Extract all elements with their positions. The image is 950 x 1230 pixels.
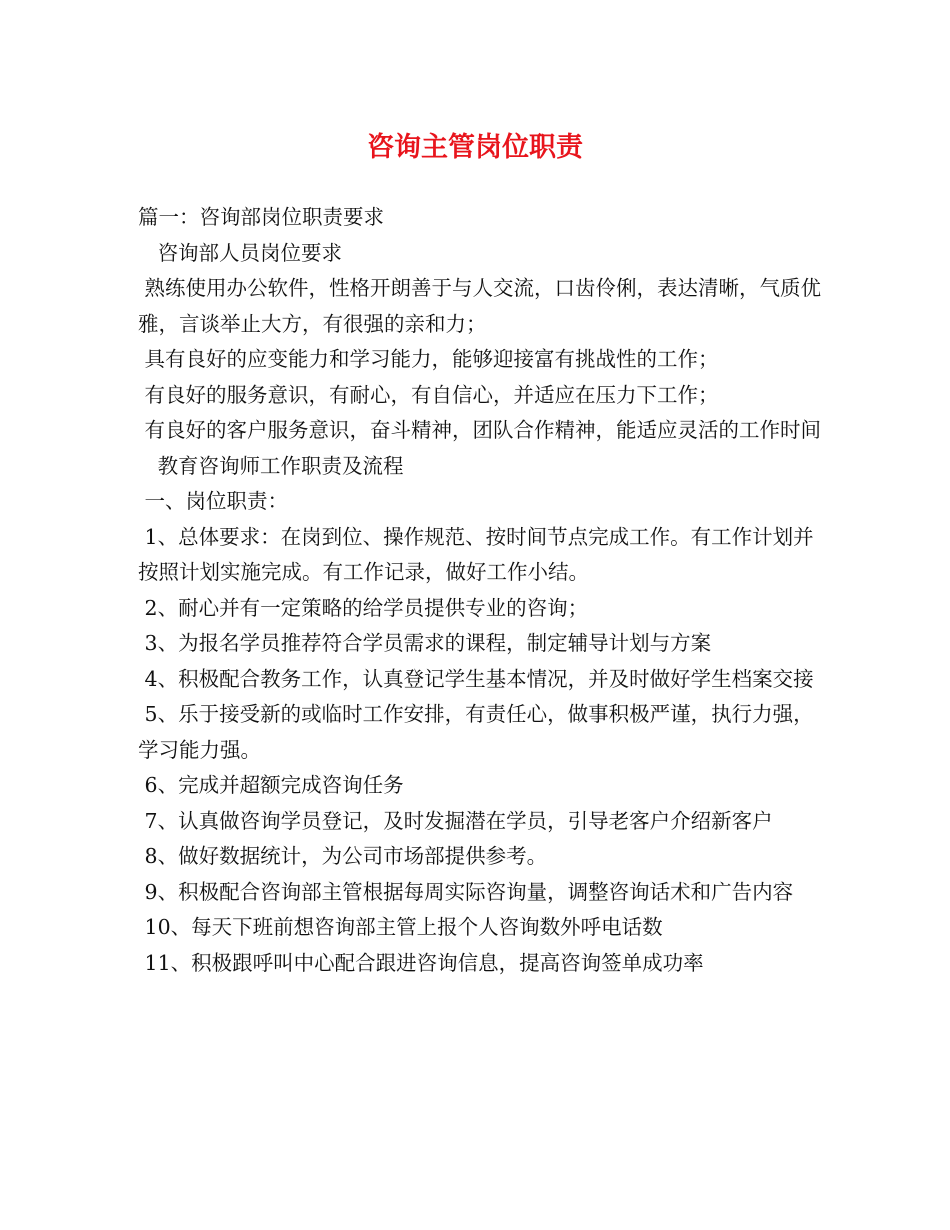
duty-item: 9、积极配合咨询部主管根据每周实际咨询量，调整咨询话术和广告内容: [138, 879, 794, 904]
subsection-heading: 咨询部人员岗位要求: [138, 240, 343, 265]
duty-item: 5、乐于接受新的或临时工作安排，有责任心，做事积极严谨，执行力强，学习能力强。: [138, 702, 814, 762]
duty-item: 1、总体要求：在岗到位、操作规范、按时间节点完成工作。有工作计划并按照计划实施完成。有工作记录，做好工作小结。: [138, 524, 814, 584]
duty-item: 7、认真做咨询学员登记，及时发掘潜在学员，引导老客户介绍新客户: [138, 808, 773, 833]
duty-item: 3、为报名学员推荐符合学员需求的课程，制定辅导计划与方案: [138, 631, 712, 655]
requirement-paragraph: 有良好的服务意识，有耐心，有自信心，并适应在压力下工作；: [138, 382, 719, 407]
duty-item: 11、积极跟呼叫中心配合跟进咨询信息，提高咨询签单成功率: [138, 950, 704, 975]
duty-item: 10、每天下班前想咨询部主管上报个人咨询数外呼电话数: [138, 915, 663, 939]
duty-item: 8、做好数据统计，为公司市场部提供参考。: [138, 844, 548, 868]
duty-item: 4、积极配合教务工作，认真登记学生基本情况，并及时做好学生档案交接: [138, 666, 814, 691]
section-heading: 篇一：咨询部岗位职责要求: [138, 205, 384, 229]
duty-item: 6、完成并超额完成咨询任务: [138, 773, 404, 797]
requirement-paragraph: 具有良好的应变能力和学习能力，能够迎接富有挑战性的工作；: [138, 347, 719, 371]
document-body: [138, 200, 828, 981]
requirement-paragraph: 熟练使用办公软件，性格开朗善于与人交流，口齿伶俐，表达清晰，气质优雅，言谈举止大方，有很强的亲和力；: [138, 276, 822, 336]
document-title: 咨询主管岗位职责: [367, 132, 583, 163]
requirement-paragraph: 有良好的客户服务意识，奋斗精神，团队合作精神，能适应灵活的工作时间: [138, 418, 822, 442]
subsection-heading: 教育咨询师工作职责及流程: [138, 453, 404, 478]
duty-item: 2、耐心并有一定策略的给学员提供专业的咨询；: [138, 595, 589, 620]
duties-heading: 一、岗位职责：: [138, 489, 289, 513]
